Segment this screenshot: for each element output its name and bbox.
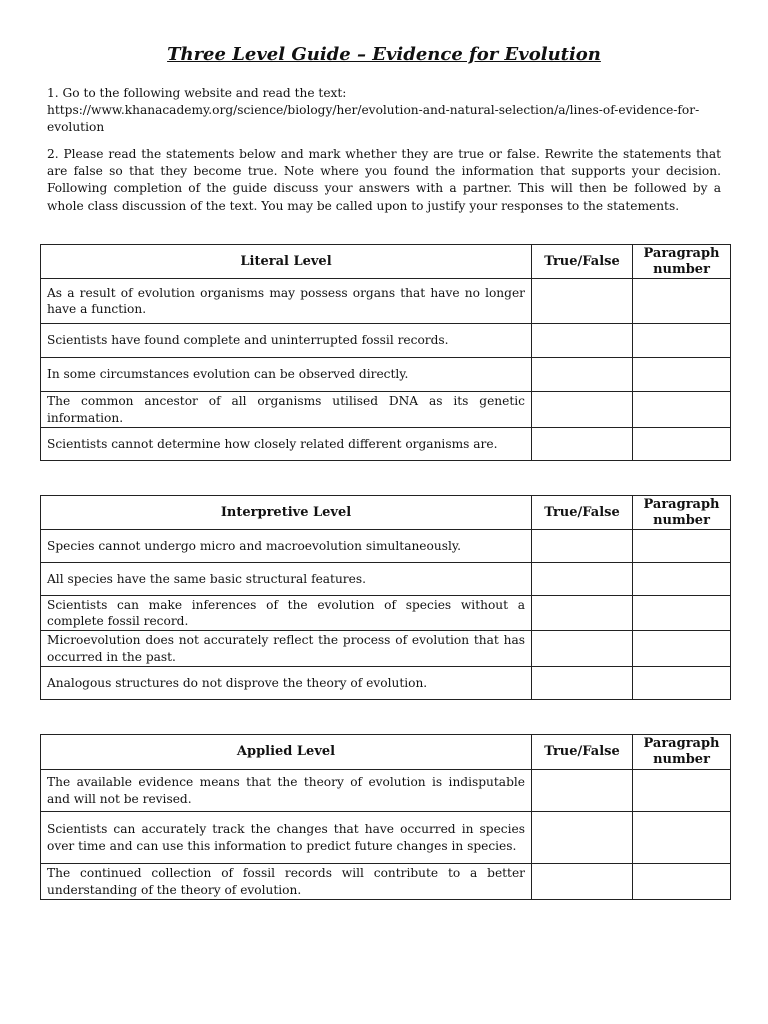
paragraph-number-cell[interactable] xyxy=(633,631,731,667)
table-row xyxy=(41,596,731,631)
statement-cell: The available evidence means that the theory of evolution is indisputable and will not be revised. xyxy=(41,770,532,812)
table-row xyxy=(41,812,731,864)
table-header-row xyxy=(41,245,731,279)
level-heading: Applied Level xyxy=(41,735,532,770)
paragraph-number-cell[interactable] xyxy=(633,770,731,812)
statement-cell: Microevolution does not accurately reflect the process of evolution that has occurred in the past. xyxy=(41,631,532,667)
statement-cell: Scientists can make inferences of the evolution of species without a complete fossil record. xyxy=(41,596,532,631)
table-row xyxy=(41,324,731,358)
table-row xyxy=(41,864,731,900)
true-false-cell[interactable] xyxy=(532,428,633,461)
true-false-header: True/False xyxy=(532,735,633,770)
table-row xyxy=(41,358,731,392)
paragraph-number-cell[interactable] xyxy=(633,358,731,392)
true-false-cell[interactable] xyxy=(532,392,633,428)
true-false-cell[interactable] xyxy=(532,812,633,864)
true-false-cell[interactable] xyxy=(532,631,633,667)
step-1-text: 1. Go to the following website and read the text: xyxy=(47,86,347,100)
statement-cell: In some circumstances evolution can be observed directly. xyxy=(41,358,532,392)
statement-cell: Species cannot undergo micro and macroevolution simultaneously. xyxy=(41,530,532,563)
table-row xyxy=(41,667,731,700)
table-header-row xyxy=(41,735,731,770)
true-false-header: True/False xyxy=(532,245,633,279)
paragraph-number-cell[interactable] xyxy=(633,392,731,428)
true-false-cell[interactable] xyxy=(532,864,633,900)
true-false-cell[interactable] xyxy=(532,596,633,631)
statement-cell: Scientists can accurately track the changes that have occurred in species over time and can use this information to predict future changes in species. xyxy=(41,812,532,864)
paragraph-number-cell[interactable] xyxy=(633,667,731,700)
true-false-cell[interactable] xyxy=(532,770,633,812)
page-title: Three Level Guide – Evidence for Evolution xyxy=(167,44,601,65)
paragraph-number-cell[interactable] xyxy=(633,563,731,596)
source-url: https://www.khanacademy.org/science/biology/her/evolution-and-natural-selection/a/lines-of-evidence-for-evolution xyxy=(47,103,700,134)
true-false-cell[interactable] xyxy=(532,563,633,596)
table-row xyxy=(41,279,731,324)
interpretive-level-table xyxy=(40,495,731,700)
paragraph-number-header: Paragraph number xyxy=(633,735,731,770)
true-false-cell[interactable] xyxy=(532,279,633,324)
true-false-header: True/False xyxy=(532,496,633,530)
paragraph-number-cell[interactable] xyxy=(633,530,731,563)
true-false-cell[interactable] xyxy=(532,530,633,563)
paragraph-number-cell[interactable] xyxy=(633,428,731,461)
statement-cell: The continued collection of fossil records will contribute to a better understanding of the theory of evolution. xyxy=(41,864,532,900)
paragraph-number-cell[interactable] xyxy=(633,864,731,900)
paragraph-number-cell[interactable] xyxy=(633,279,731,324)
table-row xyxy=(41,428,731,461)
table-row xyxy=(41,392,731,428)
table-row xyxy=(41,631,731,667)
table-row xyxy=(41,770,731,812)
paragraph-number-cell[interactable] xyxy=(633,324,731,358)
true-false-cell[interactable] xyxy=(532,667,633,700)
statement-cell: As a result of evolution organisms may possess organs that have no longer have a function. xyxy=(41,279,532,324)
applied-level-table xyxy=(40,734,731,900)
statement-cell: Analogous structures do not disprove the theory of evolution. xyxy=(41,667,532,700)
statement-cell: Scientists have found complete and uninterrupted fossil records. xyxy=(41,324,532,358)
paragraph-number-header: Paragraph number xyxy=(633,496,731,530)
instruction-step-1 xyxy=(47,85,727,136)
level-heading: Literal Level xyxy=(41,245,532,279)
table-header-row xyxy=(41,496,731,530)
paragraph-number-header: Paragraph number xyxy=(633,245,731,279)
true-false-cell[interactable] xyxy=(532,358,633,392)
statement-cell: The common ancestor of all organisms utilised DNA as its genetic information. xyxy=(41,392,532,428)
table-row xyxy=(41,563,731,596)
true-false-cell[interactable] xyxy=(532,324,633,358)
paragraph-number-cell[interactable] xyxy=(633,596,731,631)
literal-level-table xyxy=(40,244,731,461)
level-heading: Interpretive Level xyxy=(41,496,532,530)
statement-cell: Scientists cannot determine how closely related different organisms are. xyxy=(41,428,532,461)
instruction-step-2: 2. Please read the statements below and mark whether they are true or false. Rewrite the statements that are false so that they become true. Note where you found the information that supports your decision. Following completion of the guide discuss your answers with a partner. This will then be followed by a whole class discussion of the text. You may be called upon to justify your responses to the statements. xyxy=(47,147,721,213)
statement-cell: All species have the same basic structural features. xyxy=(41,563,532,596)
paragraph-number-cell[interactable] xyxy=(633,812,731,864)
table-row xyxy=(41,530,731,563)
